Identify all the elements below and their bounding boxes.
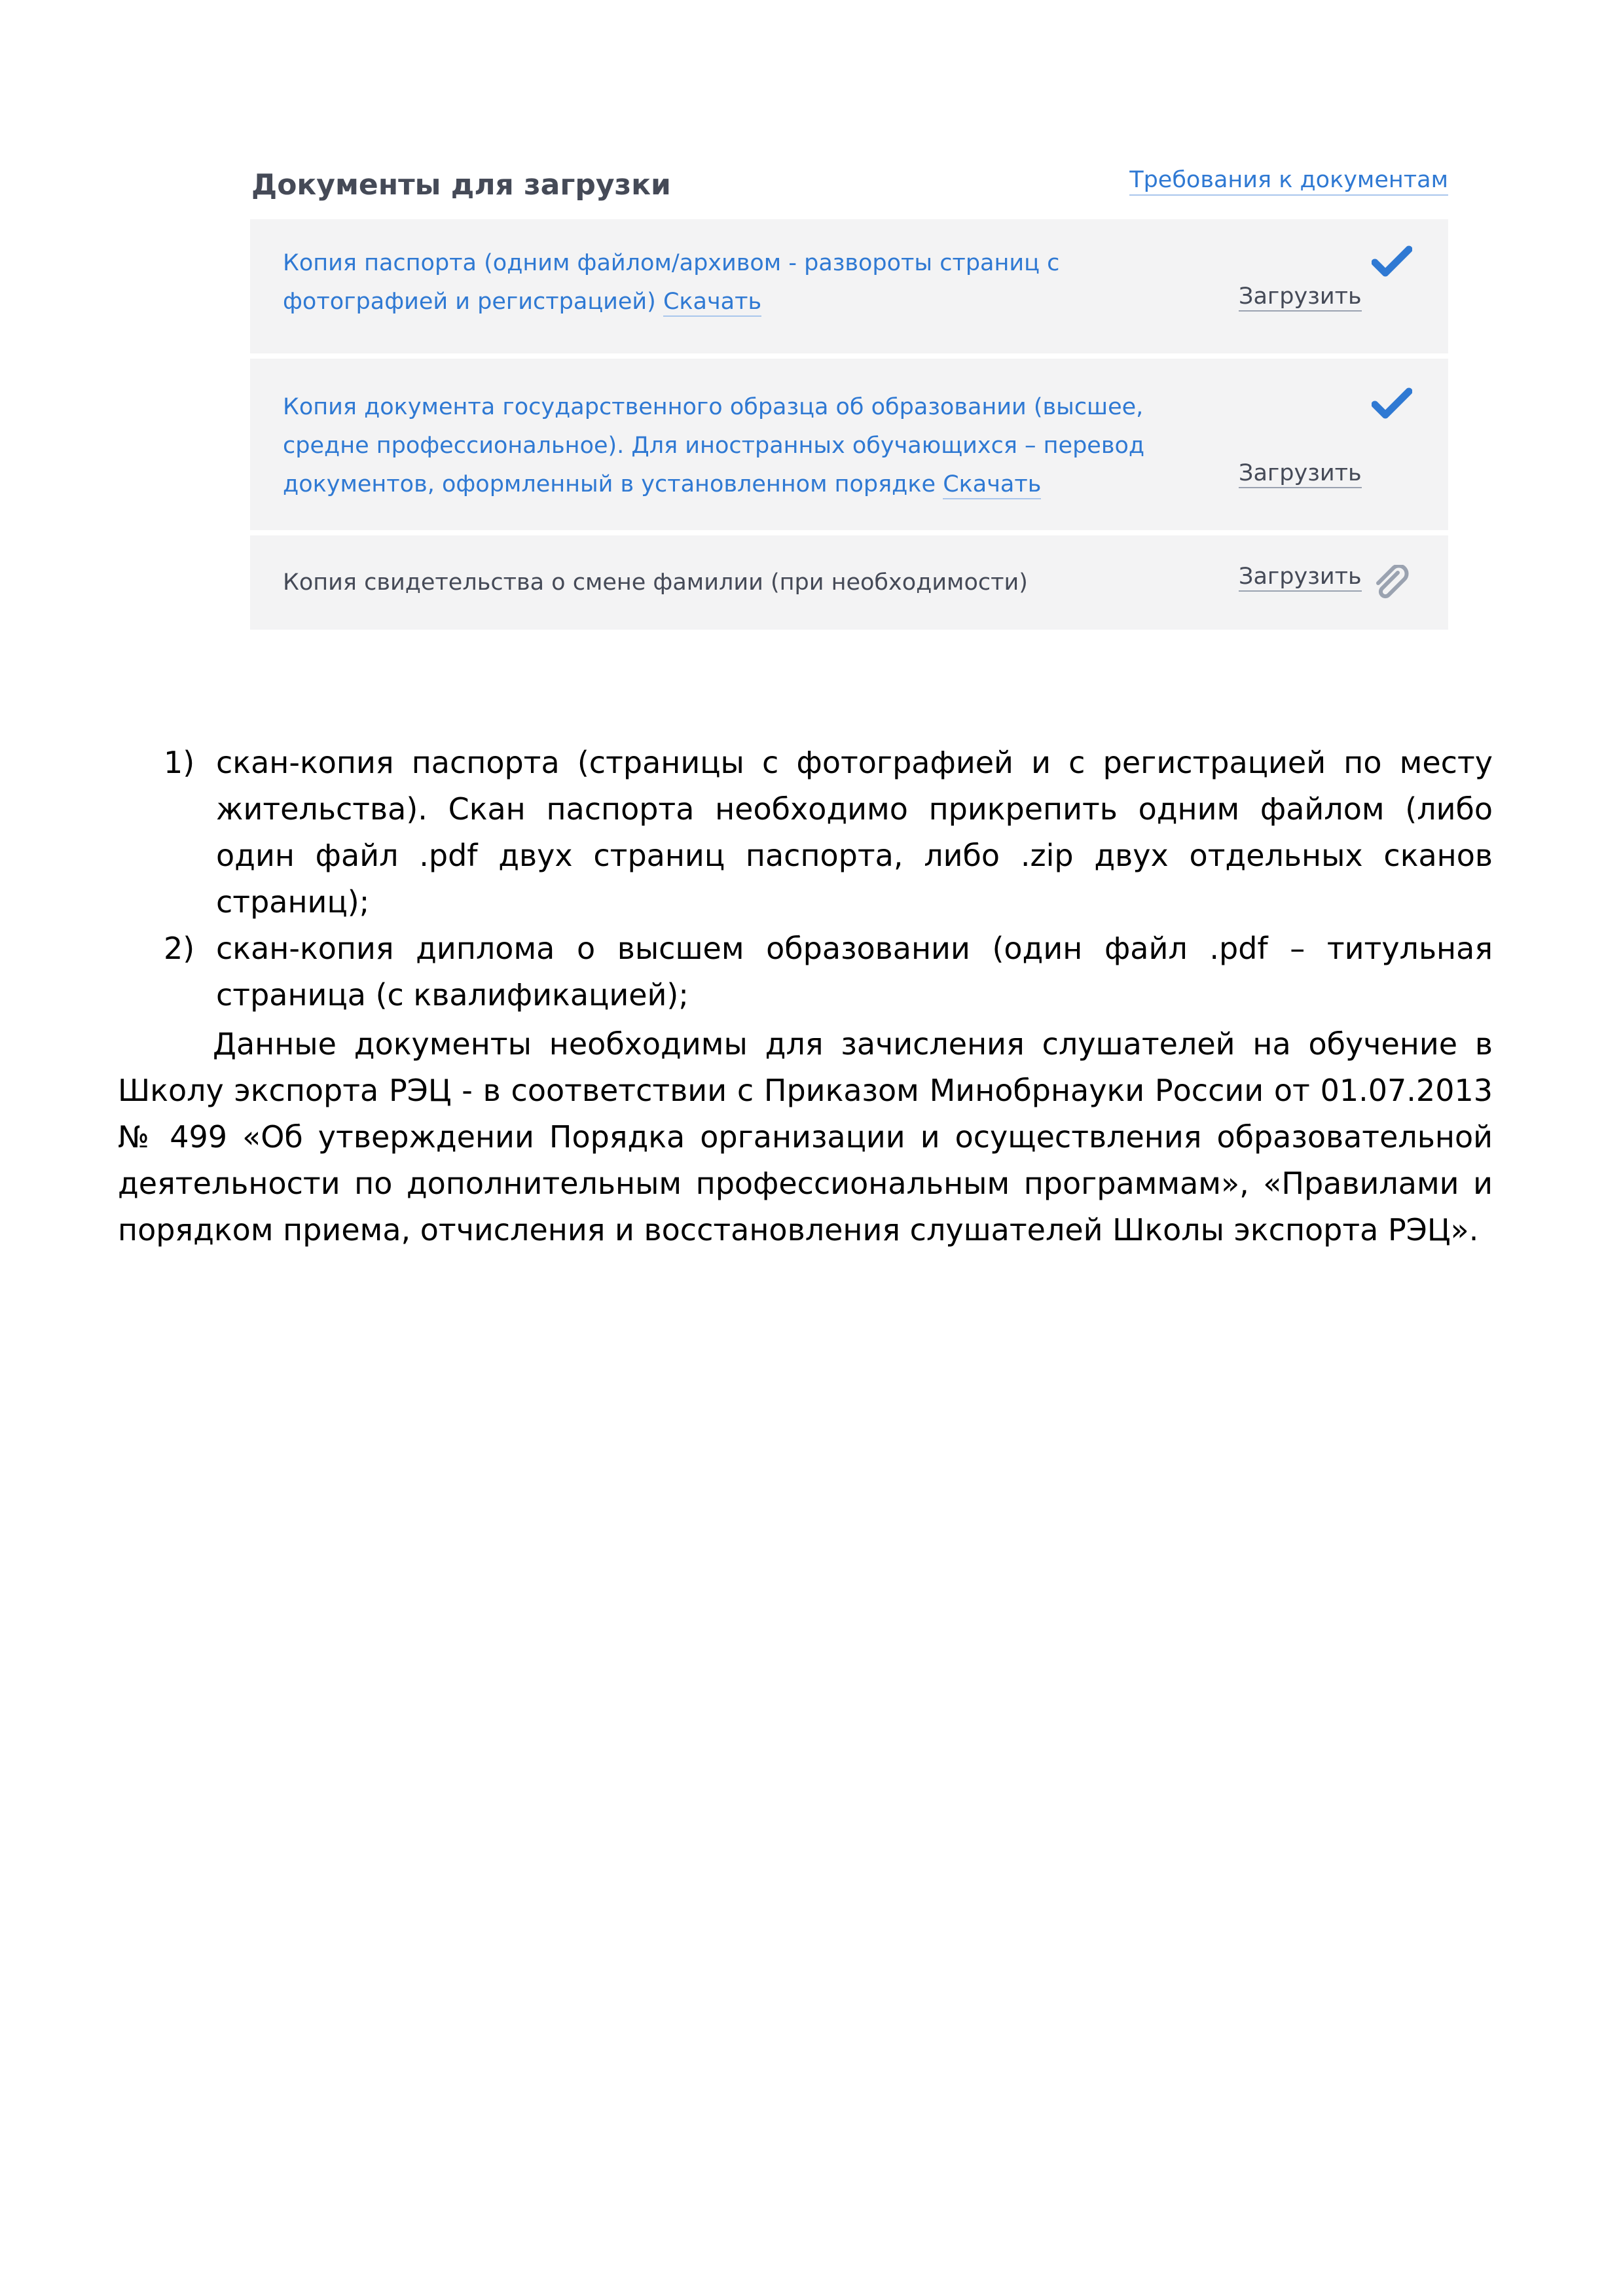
upload-button[interactable]: Загрузить (1239, 283, 1362, 312)
checkmark-icon (1372, 244, 1412, 281)
download-link[interactable]: Скачать (663, 289, 761, 317)
document-description-text: Копия документа государственного образца об образовании (высшее, средне профессиональное). Для иностранных обучающихся – перевод документов, оформленный в установленном порядке (283, 394, 1145, 497)
upload-button[interactable]: Загрузить (1239, 564, 1362, 592)
document-description (283, 244, 1213, 321)
list-item-number: 2) (164, 931, 195, 966)
list-item-number: 1) (164, 745, 195, 780)
panel-header (250, 160, 1448, 219)
document-row-name-change (250, 535, 1448, 630)
document-description (283, 564, 1134, 602)
paperclip-icon[interactable] (1372, 565, 1411, 604)
panel-title: Документы для загрузки (251, 168, 671, 202)
list-item-text: скан-копия диплома о высшем образовании (один файл .pdf – титульная страница (с квалификацией); (216, 931, 1493, 1013)
checkmark-icon (1372, 386, 1412, 423)
documents-upload-panel (250, 160, 1448, 635)
list-item (118, 925, 1493, 1018)
document-row-passport (250, 219, 1448, 353)
requirements-link[interactable]: Требования к документам (1129, 167, 1448, 196)
list-item (118, 740, 1493, 925)
document-description-text: Копия свидетельства о смене фамилии (при необходимости) (283, 569, 1028, 596)
list-item-text: скан-копия паспорта (страницы с фотографией и с регистрацией по месту жительства). Скан паспорта необходимо прикрепить одним файлом (либо один файл .pdf двух страниц паспорта, либо .zip двух отдельных сканов страниц); (216, 745, 1493, 920)
legal-basis-paragraph: Данные документы необходимы для зачисления слушателей на обучение в Школу экспорта РЭЦ - в соответствии с Приказом Минобрнауки России от 01.07.2013 № 499 «Об утверждении Порядка организации и осуществления образовательной деятельности по дополнительным профессиональным программам», «Правилами и порядком приема, отчисления и восстановления слушателей Школы экспорта РЭЦ». (118, 1026, 1493, 1247)
download-link[interactable]: Скачать (943, 471, 1041, 499)
document-description (283, 388, 1213, 504)
document-description-text: Копия паспорта (одним файлом/архивом - развороты страниц с фотографией и регистрацией) (283, 250, 1060, 315)
requirements-list (118, 740, 1493, 1018)
upload-button[interactable]: Загрузить (1239, 460, 1362, 488)
document-row-education (250, 359, 1448, 530)
